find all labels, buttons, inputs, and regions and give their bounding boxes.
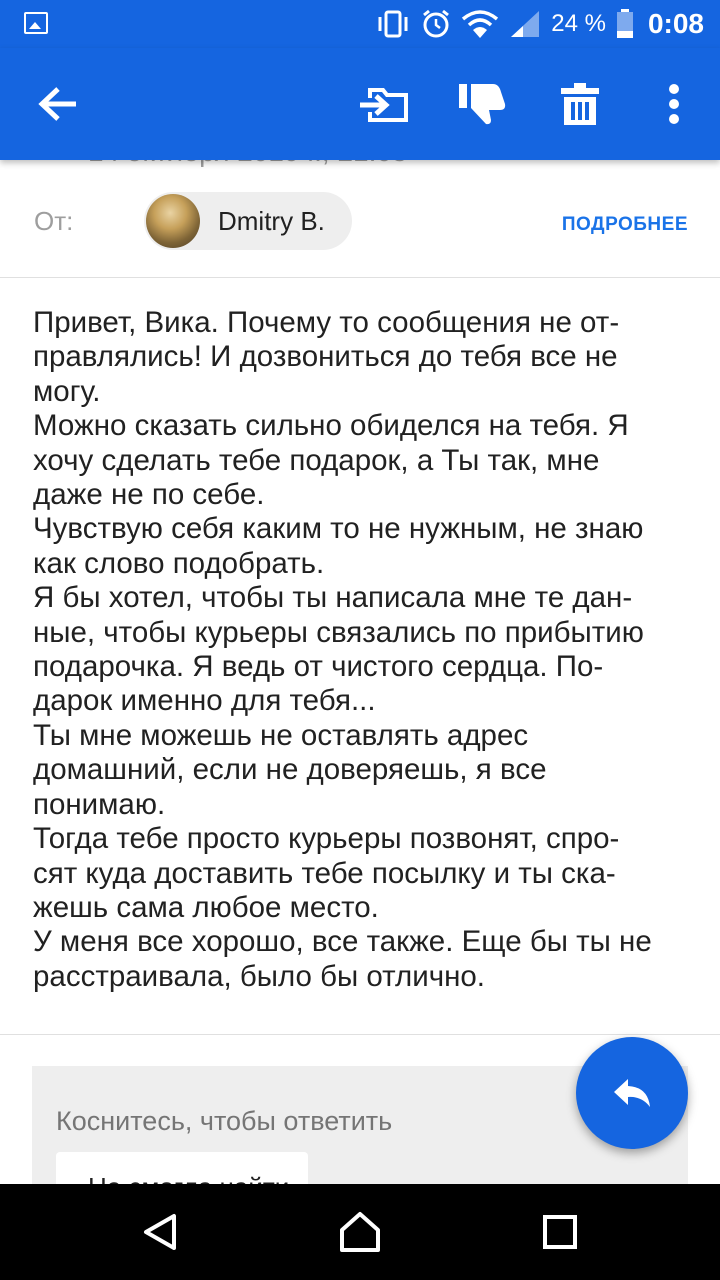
message-line: как слово подобрать. (33, 546, 325, 580)
sender-row (0, 160, 720, 278)
nav-back-button[interactable] (130, 1202, 190, 1262)
message-line: понимаю. (33, 787, 166, 821)
reply-icon (612, 1077, 652, 1109)
nav-recents-icon (542, 1214, 578, 1250)
alarm-icon (421, 9, 451, 39)
move-to-folder-icon (358, 84, 410, 124)
trash-icon (560, 82, 600, 126)
message-body (33, 306, 693, 994)
navigation-bar (0, 1184, 720, 1280)
more-vert-icon (668, 84, 680, 124)
message-line: даже не по себе. (33, 478, 265, 512)
clock: 0:08 (647, 8, 704, 39)
message-line: Чувствую себя каким то не нужным, не знаю (33, 512, 644, 546)
message-line: правлялись! И дозвониться до тебя все не (33, 340, 618, 374)
wifi-icon (461, 9, 499, 39)
status-icons (375, 0, 704, 48)
move-to-folder-button[interactable] (356, 76, 412, 132)
message-line: Ты мне можешь не оставлять адрес (33, 718, 529, 752)
gallery-icon (24, 12, 48, 34)
message-line: расстраивала, было бы отлично. (33, 959, 485, 993)
message-line: ные, чтобы курьеры связались по прибытию (33, 615, 644, 649)
back-button[interactable] (30, 76, 86, 132)
details-link[interactable]: ПОДРОБНЕЕ (561, 214, 688, 235)
from-label: От: (34, 206, 74, 236)
battery-icon (616, 9, 634, 39)
battery-percent: 24 % (551, 10, 606, 37)
avatar (146, 194, 200, 248)
message-line: дарок именно для тебя... (33, 684, 376, 718)
message-line: сят куда доставить тебе посылку и ты ска- (33, 856, 616, 890)
message-line: могу. (33, 374, 101, 408)
more-options-button[interactable] (646, 76, 702, 132)
message-line: Можно сказать сильно обиделся на тебя. Я (33, 409, 629, 443)
back-arrow-icon (38, 86, 78, 122)
spam-button[interactable] (454, 76, 510, 132)
message-line: Тогда тебе просто курьеры позвонят, спро- (33, 822, 620, 856)
app-toolbar (0, 48, 720, 160)
message-line: жешь сама любое место. (33, 890, 379, 924)
nav-home-icon (338, 1210, 382, 1254)
reply-fab[interactable] (576, 1037, 688, 1149)
nav-recents-button[interactable] (530, 1202, 590, 1262)
vibrate-icon (375, 10, 411, 38)
nav-back-icon (140, 1212, 180, 1252)
reply-prompt[interactable]: Коснитесь, чтобы ответить (56, 1106, 393, 1136)
message-line: подарочка. Я ведь от чистого сердца. По- (33, 650, 604, 684)
status-bar (0, 0, 720, 48)
sender-chip[interactable] (144, 192, 352, 250)
delete-button[interactable] (552, 76, 608, 132)
sender-name: Dmitry B. (218, 205, 325, 236)
divider (0, 1034, 720, 1035)
message-line: Я бы хотел, чтобы ты написала мне те дан- (33, 581, 633, 615)
message-line: У меня все хорошо, все также. Еще бы ты не (33, 925, 652, 959)
signal-icon (509, 9, 541, 39)
message-line: Привет, Вика. Почему то сообщения не от- (33, 306, 620, 339)
spam-icon (457, 82, 507, 126)
message-line: домашний, если не доверяешь, я все (33, 753, 547, 787)
message-line: хочу сделать тебе подарок, а Ты так, мне (33, 443, 600, 477)
nav-home-button[interactable] (330, 1202, 390, 1262)
